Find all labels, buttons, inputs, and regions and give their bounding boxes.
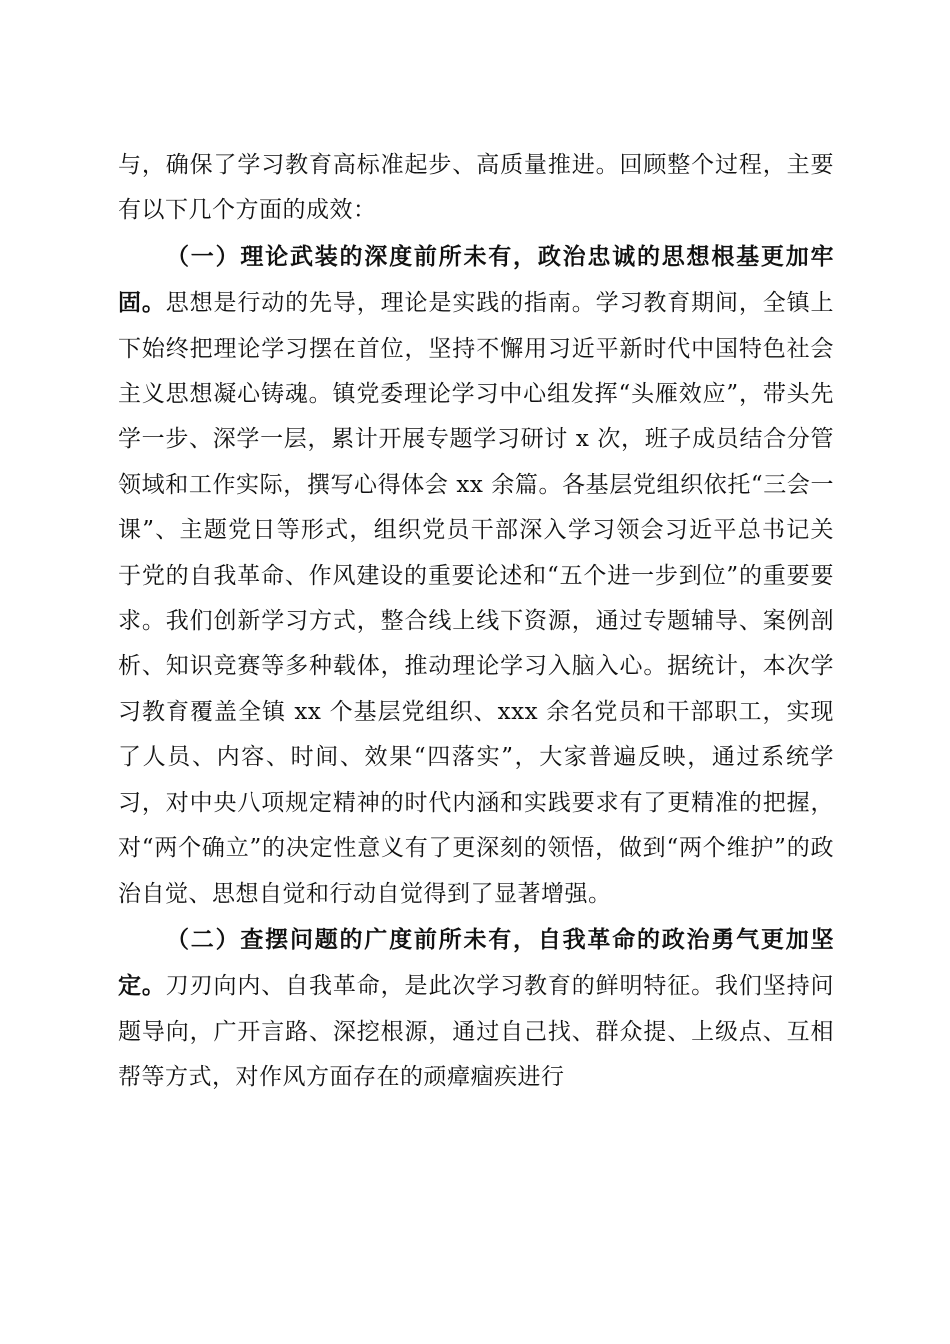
paragraph-section-1 bbox=[118, 234, 834, 917]
section-heading: （一）理论武装的深度前所未有，政治忠诚的思想根基更加牢固。 bbox=[118, 242, 834, 317]
paragraph-text: 思想是行动的先导，理论是实践的指南。学习教育期间，全镇上下始终把理论学习摆在首位，坚持不懈用习近平新时代中国特色社会主义思想凝心铸魂。镇党委理论学习中心组发挥“头雁效应”，带头先学一步、深学一层，累计开展专题学习研讨 x 次，班子成员结合分管领域和工作实际，撰写心得体会 xx 余篇。各基层党组织依托“三会一课”、主题党日等形式，组织党员干部深入学习领会习近平总书记关于党的自我革命、作风建设的重要论述和“五个进一步到位”的重要要求。我们创新学习方式，整合线上线下资源，通过专题辅导、案例剖析、知识竞赛等多种载体，推动理论学习入脑入心。据统计，本次学习教育覆盖全镇 xx 个基层党组织、xxx 余名党员和干部职工，实现了人员、内容、时间、效果“四落实”，大家普遍反映，通过系统学习，对中央八项规定精神的时代内涵和实践要求有了更精准的把握，对“两个确立”的决定性意义有了更深刻的领悟，做到“两个维护”的政治自觉、思想自觉和行动自觉得到了显著增强。 bbox=[118, 290, 835, 907]
paragraph-continuation bbox=[118, 143, 834, 234]
paragraph-text: 刀刃向内、自我革命，是此次学习教育的鲜明特征。我们坚持问题导向，广开言路、深挖根源，通过自己找、群众提、上级点、互相帮等方式，对作风方面存在的顽瘴痼疾进行 bbox=[118, 973, 835, 1091]
document-body bbox=[118, 143, 834, 1101]
paragraph-text: 与，确保了学习教育高标准起步、高质量推进。回顾整个过程，主要有以下几个方面的成效： bbox=[118, 152, 834, 224]
section-heading: （二）查摆问题的广度前所未有，自我革命的政治勇气更加坚定。 bbox=[118, 925, 834, 1000]
paragraph-section-2 bbox=[118, 917, 834, 1101]
